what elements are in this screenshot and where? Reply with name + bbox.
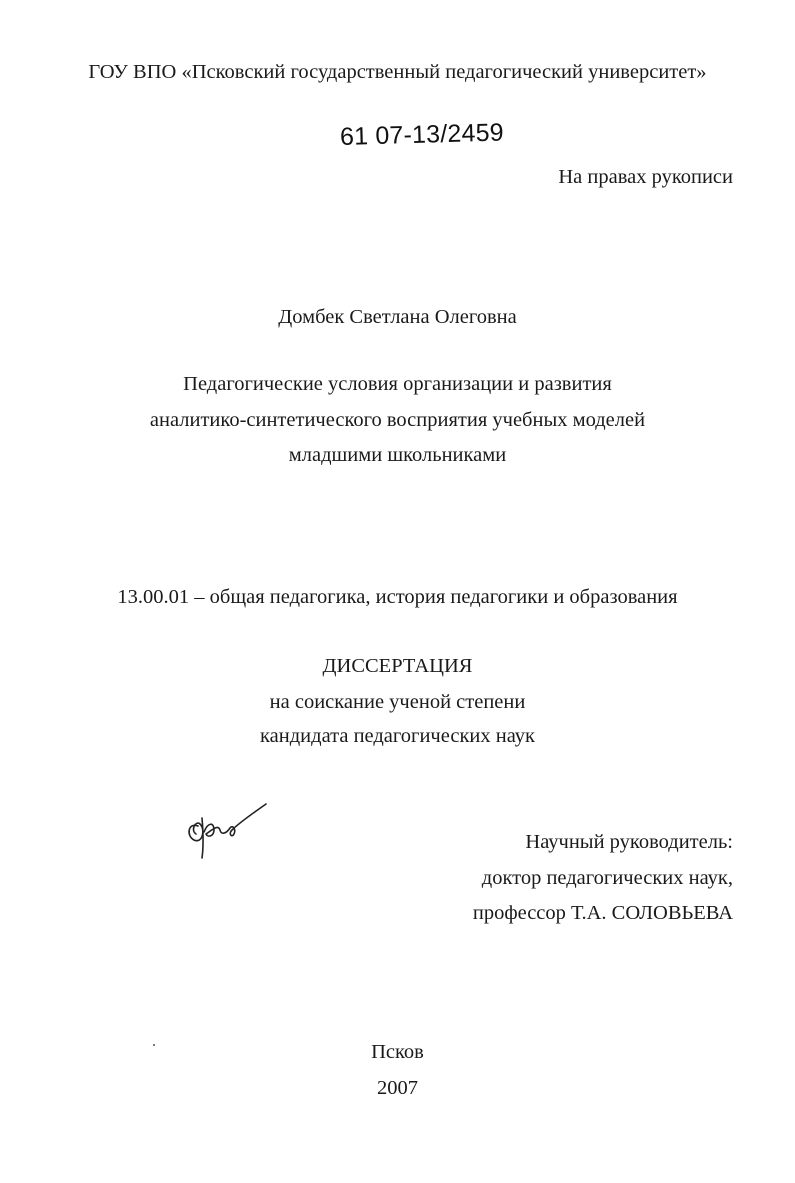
signature-image: [184, 800, 268, 864]
specialty-code: 13.00.01 – общая педагогика, история педагогики и образования: [117, 586, 678, 608]
author-name: Домбек Светлана Олеговна: [278, 306, 517, 328]
institution-name: ГОУ ВПО «Псковский государственный педагогический университет»: [88, 61, 707, 83]
title-line-3: младшими школьниками: [288, 444, 507, 466]
title-line-1: Педагогические условия организации и развития: [183, 373, 612, 395]
title-line-2: аналитико-синтетического восприятия учебных моделей: [149, 409, 646, 431]
manuscript-note: На правах рукописи: [558, 166, 733, 188]
advisor-label: Научный руководитель:: [525, 831, 733, 853]
degree-purpose-line-2: кандидата педагогических наук: [260, 725, 535, 747]
degree-purpose-line-1: на соискание ученой степени: [269, 691, 526, 713]
city: Псков: [371, 1041, 424, 1063]
catalog-stamp: 61 07-13/2459: [339, 118, 505, 151]
year: 2007: [377, 1077, 418, 1099]
advisor-name: профессор Т.А. СОЛОВЬЕВА: [472, 902, 733, 924]
dissertation-heading: ДИССЕРТАЦИЯ: [322, 655, 473, 677]
advisor-degree: доктор педагогических наук,: [481, 867, 733, 889]
